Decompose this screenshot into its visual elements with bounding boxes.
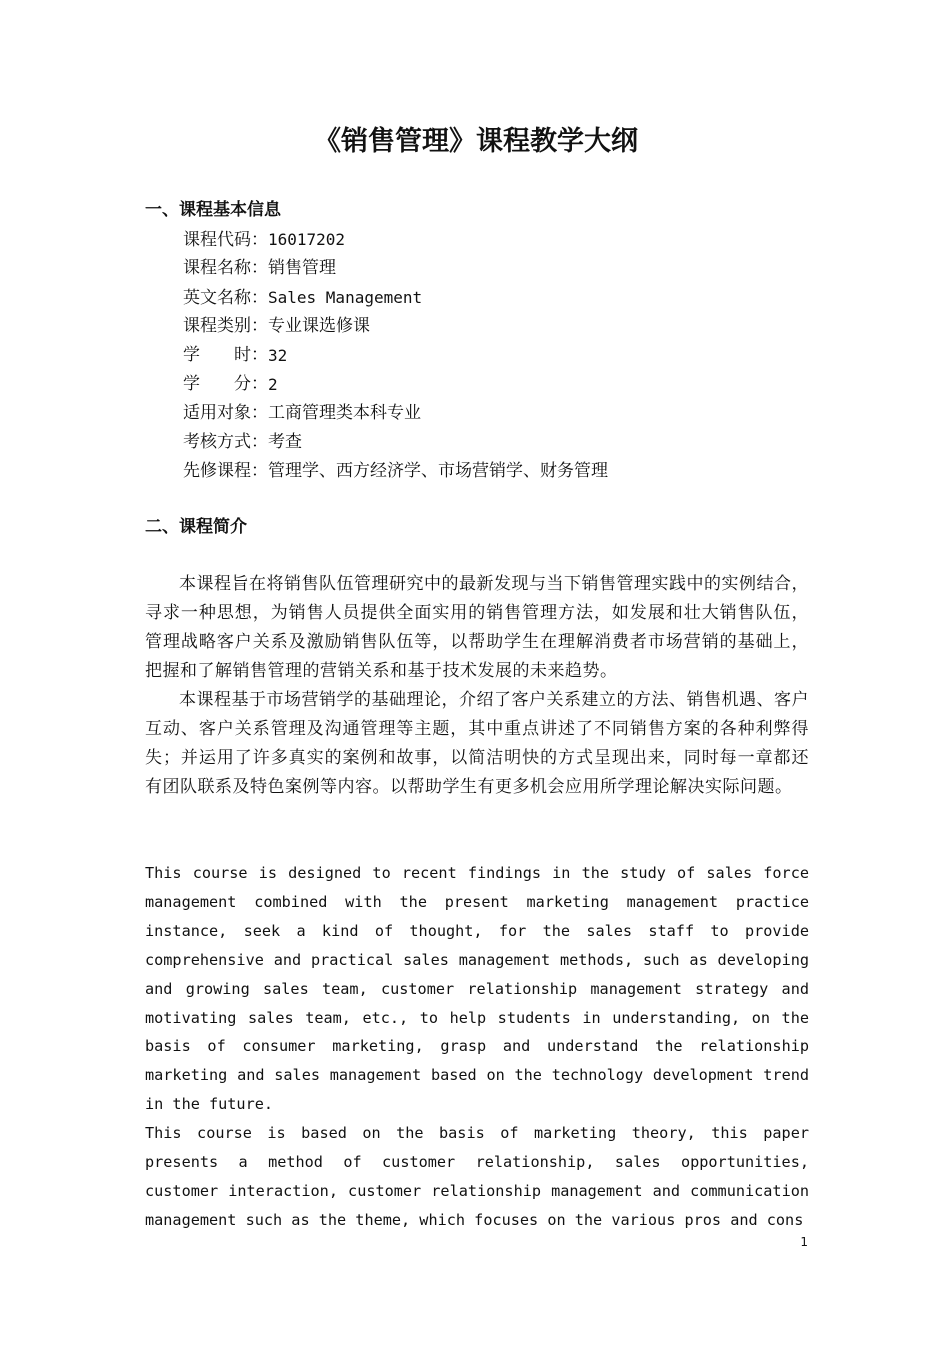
course-info-list [183, 225, 608, 486]
info-label-part: 学 [183, 345, 200, 365]
info-label [183, 370, 268, 399]
info-value: Sales Management [268, 288, 423, 307]
info-row-credits [183, 370, 608, 399]
info-value: 专业课选修课 [268, 316, 370, 336]
info-value: 16017202 [268, 230, 346, 249]
page-title: 《销售管理》课程教学大纲 [314, 126, 638, 157]
info-row-course-category [183, 312, 608, 341]
info-value: 工商管理类本科专业 [268, 403, 421, 423]
english-description [145, 859, 809, 1235]
info-value: 32 [268, 346, 288, 365]
info-label: 课程代码： [183, 230, 268, 250]
info-value: 考查 [268, 432, 302, 452]
info-label: 先修课程： [183, 461, 268, 481]
info-row-hours [183, 341, 608, 370]
info-row-prerequisites [183, 457, 608, 486]
info-row-course-name [183, 254, 608, 283]
section-heading-basic-info: 一、课程基本信息 [145, 200, 281, 220]
info-row-english-name [183, 283, 608, 312]
info-row-audience [183, 399, 608, 428]
info-label-part: 时： [234, 345, 268, 365]
info-label [183, 341, 268, 370]
chinese-description [145, 570, 809, 802]
section-heading-course-intro: 二、课程简介 [145, 517, 247, 537]
info-value: 销售管理 [268, 258, 336, 278]
chinese-paragraph: 本课程基于市场营销学的基础理论，介绍了客户关系建立的方法、销售机遇、客户互动、客户关系管理及沟通管理等主题，其中重点讲述了不同销售方案的各种利弊得失；并运用了许多真实的案例和故事，以简洁明快的方式呈现出来，同时每一章都还有团队联系及特色案例等内容。以帮助学生有更多机会应用所学理论解决实际问题。 [145, 690, 809, 797]
page-number: 1 [800, 1235, 808, 1249]
info-label: 英文名称： [183, 288, 268, 308]
info-row-course-code [183, 225, 608, 254]
english-paragraph: This course is designed to recent findings in the study of sales force management combined with the present marketing management practice instance, seek a kind of thought, for the sales staff to provide comprehensive and practical sales management methods, such as developing and growing sales team, customer relationship management strategy and motivating sales team, etc., to help students in understanding, on the basis of consumer marketing, grasp and understand the relationship marketing and sales management based on the technology development trend in the future. [145, 864, 809, 1114]
info-value: 2 [268, 375, 278, 394]
info-label: 课程类别： [183, 316, 268, 336]
info-label: 课程名称： [183, 258, 268, 278]
chinese-paragraph: 本课程旨在将销售队伍管理研究中的最新发现与当下销售管理实践中的实例结合，寻求一种思想，为销售人员提供全面实用的销售管理方法，如发展和壮大销售队伍，管理战略客户关系及激励销售队伍等，以帮助学生在理解消费者市场营销的基础上，把握和了解销售管理的营销关系和基于技术发展的未来趋势。 [145, 574, 809, 681]
info-label-part: 学 [183, 374, 200, 394]
info-value: 管理学、西方经济学、市场营销学、财务管理 [268, 461, 608, 481]
english-paragraph: This course is based on the basis of marketing theory, this paper presents a method of customer relationship, sales opportunities, customer interaction, customer relationship management and communication management such as the theme, which focuses on the various pros and cons [145, 1124, 809, 1229]
info-label-part: 分： [234, 374, 268, 394]
info-row-assessment [183, 428, 608, 457]
info-label: 适用对象： [183, 403, 268, 423]
info-label: 考核方式： [183, 432, 268, 452]
